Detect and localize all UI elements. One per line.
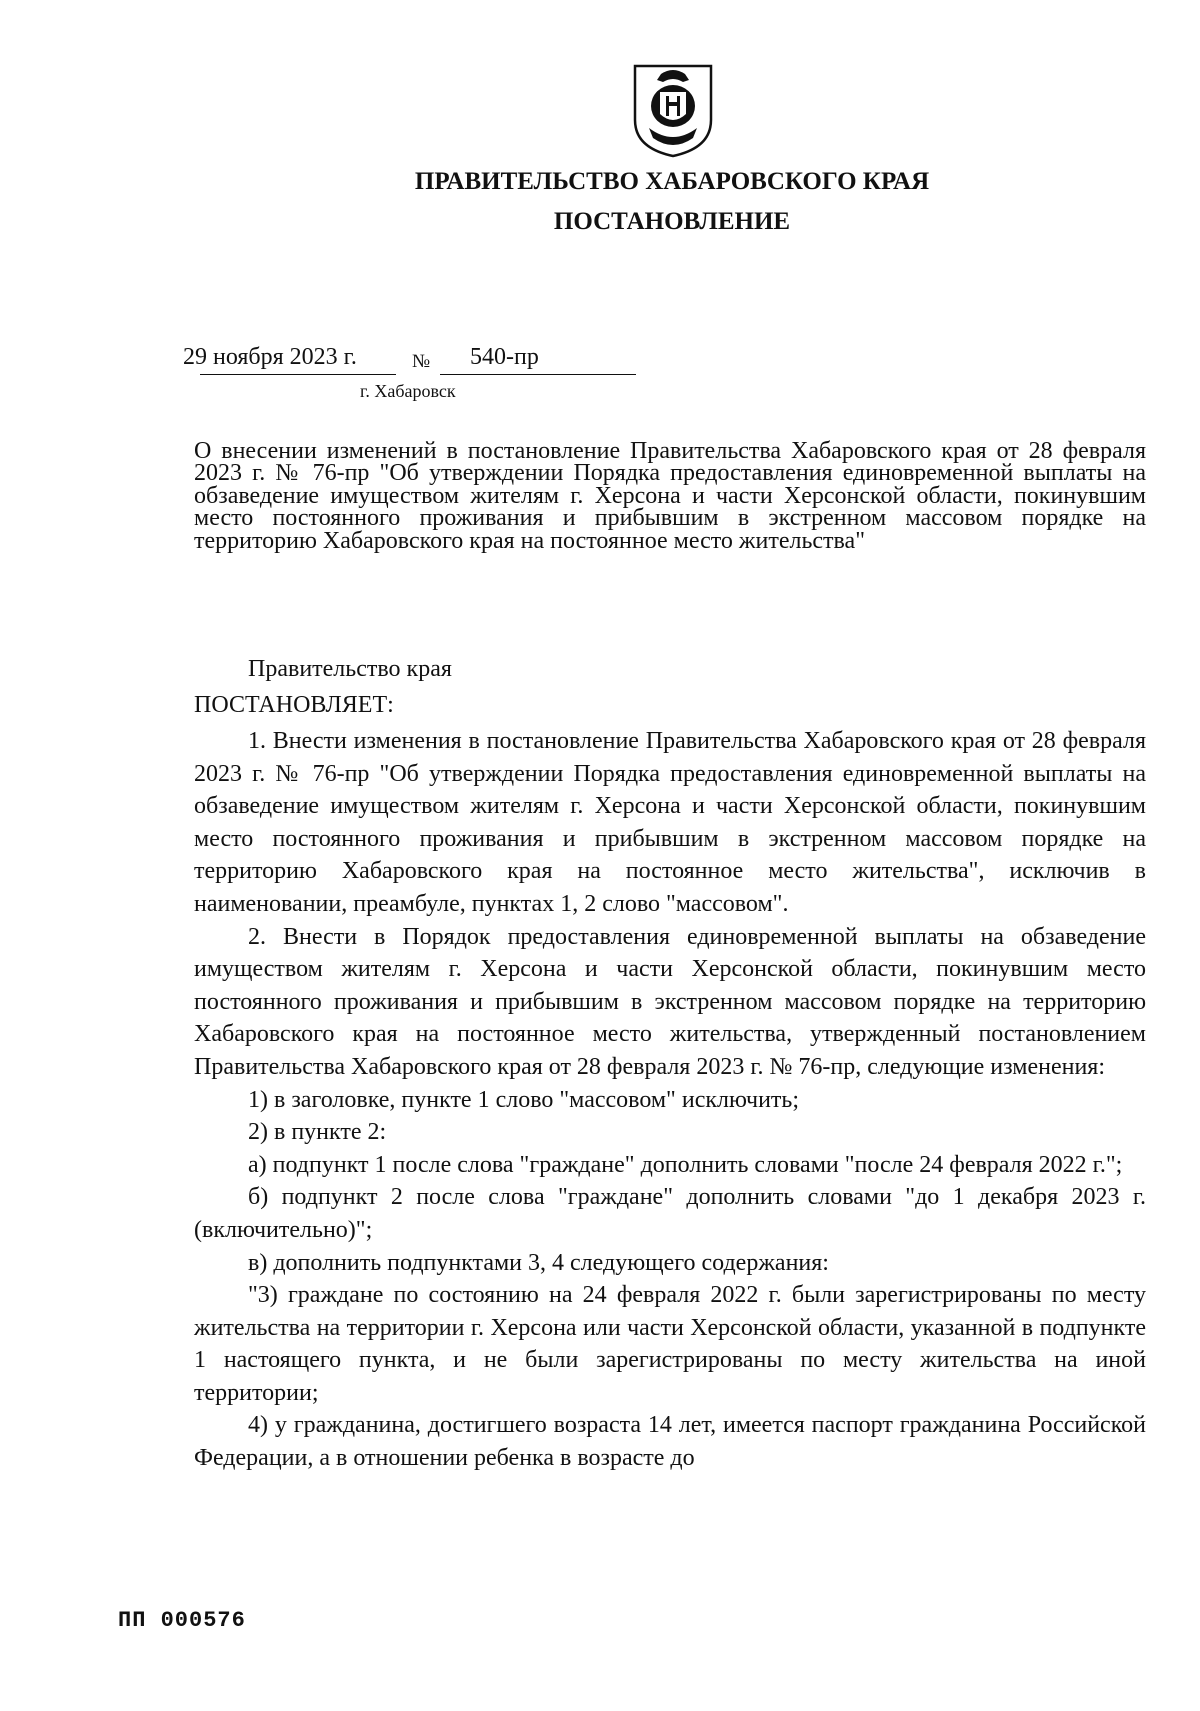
list-item: 1) в заголовке, пункте 1 слово "массовом" исключить; bbox=[248, 1086, 800, 1113]
number-underline bbox=[440, 374, 636, 375]
number-sign: № bbox=[412, 351, 431, 372]
form-number: ПП 000576 bbox=[118, 1608, 246, 1633]
list-item: в) дополнить подпунктами 3, 4 следующего содержания: bbox=[248, 1249, 829, 1276]
list-item: б) подпункт 2 после слова "граждане" дополнить словами "до 1 декабря 2023 г. (включительно)"; bbox=[194, 1184, 1146, 1243]
list-item: "3) граждане по состоянию на 24 февраля 2022 г. были зарегистрированы по месту жительства на территории г. Херсона или части Херсонской области, указанной в подпункте 1 настоящего пункта, и не были зарегистрированы по месту жительства на иной территории; bbox=[194, 1282, 1146, 1406]
document-number: 540-пр bbox=[470, 344, 539, 370]
paragraph-2: 2. Внести в Порядок предоставления единовременной выплаты на обзаведение имуществом жителям г. Херсона и части Херсонской области, покинувшим место постоянного проживания и прибывшим в экстренном массовом порядке на территорию Хабаровского края на постоянное место жительства, утвержденный постановлением Правительства Хабаровского края от 28 февраля 2023 г. № 76-пр, следующие изменения: bbox=[194, 923, 1146, 1080]
preamble-resolves: ПОСТАНОВЛЯЕТ: bbox=[194, 692, 394, 718]
preamble-government: Правительство края bbox=[248, 656, 452, 682]
document-body bbox=[194, 725, 1146, 1475]
document-type: ПОСТАНОВЛЕНИЕ bbox=[553, 208, 791, 235]
khabarovsk-coat-of-arms-icon bbox=[631, 62, 715, 158]
organization-title: ПРАВИТЕЛЬСТВО ХАБАРОВСКОГО КРАЯ bbox=[414, 168, 930, 195]
paragraph-1: 1. Внести изменения в постановление Правительства Хабаровского края от 28 февраля 2023 г. № 76-пр "Об утверждении Порядка предоставления единовременной выплаты на обзаведение имуществом жителям г. Херсона и части Херсонской области, покинувшим место постоянного проживания и прибывшим в экстренном массовом порядке на территорию Хабаровского края на постоянное место жительства", исключив в наименовании, преамбуле, пунктах 1, 2 слово "массовом". bbox=[194, 728, 1146, 917]
date-underline bbox=[200, 374, 396, 375]
document-date: 29 ноября 2023 г. bbox=[183, 344, 357, 370]
document-subject: О внесении изменений в постановление Правительства Хабаровского края от 28 февраля 2023 г. № 76-пр "Об утверждении Порядка предоставления единовременной выплаты на обзаведение имуществом жителям г. Херсона и части Херсонской области, покинувшим место постоянного проживания и прибывшим в экстренном массовом порядке на территорию Хабаровского края на постоянное место жительства" bbox=[194, 438, 1146, 554]
list-item: а) подпункт 1 после слова "граждане" дополнить словами "после 24 февраля 2022 г."; bbox=[248, 1151, 1123, 1178]
list-item: 4) у гражданина, достигшего возраста 14 лет, имеется паспорт гражданина Российской Федерации, а в отношении ребенка в возрасте до bbox=[194, 1412, 1146, 1472]
list-item: 2) в пункте 2: bbox=[248, 1119, 387, 1146]
city: г. Хабаровск bbox=[360, 381, 456, 401]
